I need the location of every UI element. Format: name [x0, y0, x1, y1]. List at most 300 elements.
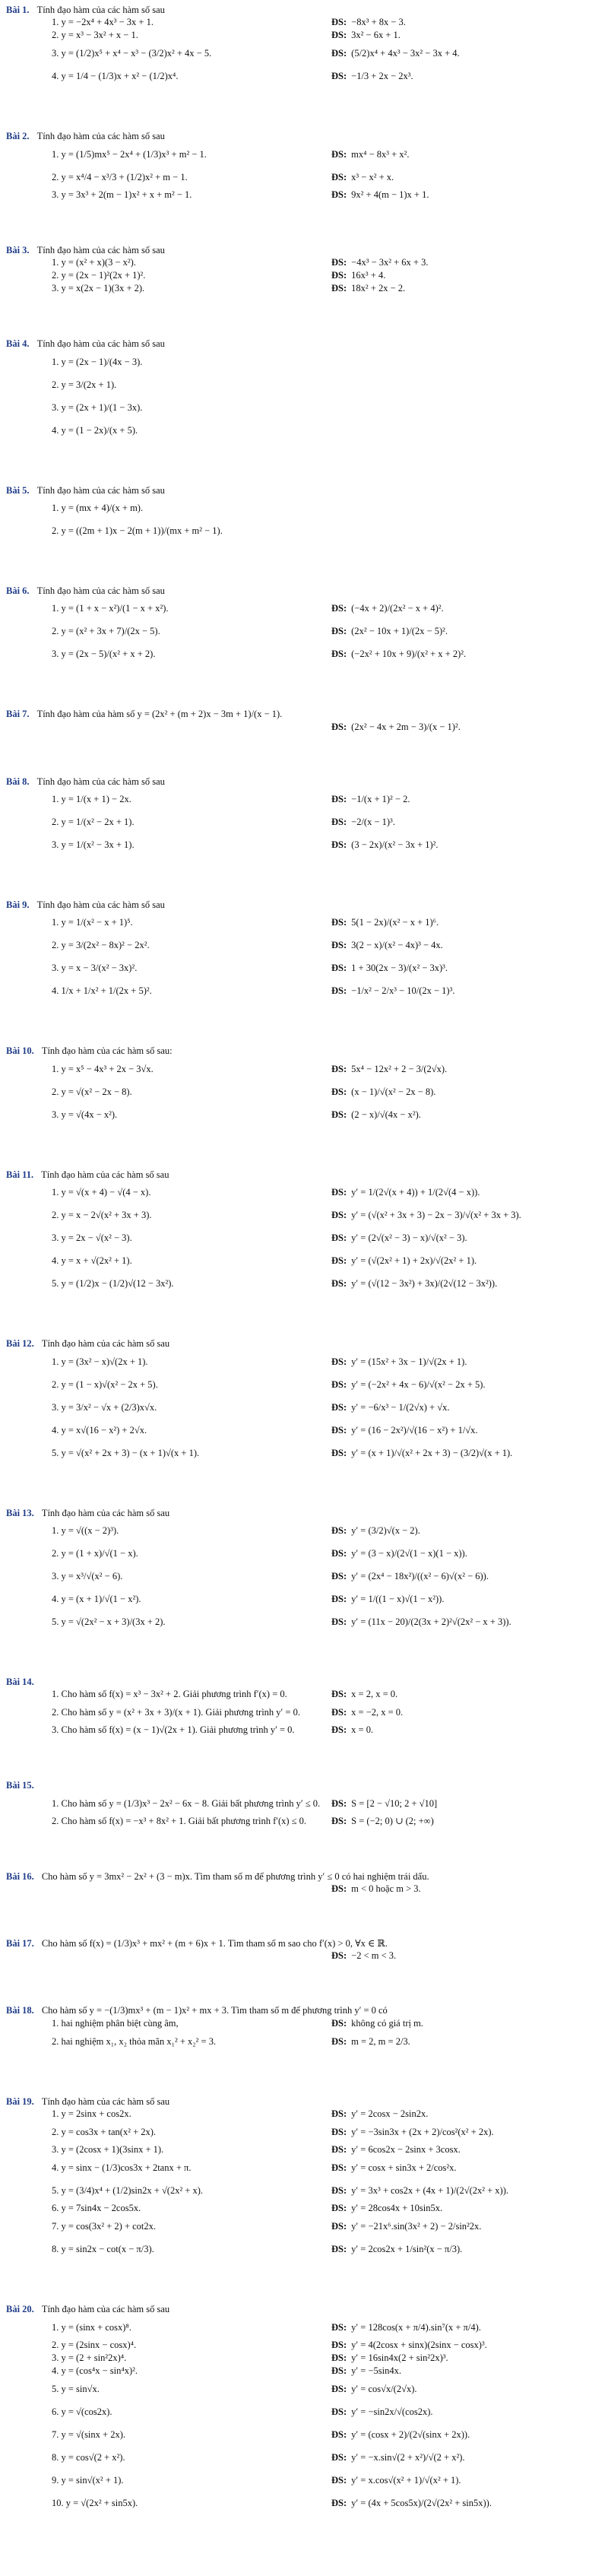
exercise-heading [6, 1338, 602, 1349]
exercise-title: Tính đạo hàm của các hàm số sau [36, 776, 165, 787]
exercise-item [6, 1204, 602, 1227]
answer-prefix: ĐS: [331, 985, 347, 997]
answer-value: 3x² − 6x + 1. [351, 30, 401, 41]
answer-value: y′ = (16 − 2x²)/√(16 − x²) + 1/√x. [351, 1424, 478, 1436]
answer [331, 17, 406, 27]
item-expression: 1. y = (1/5)mx⁵ − 2x⁴ + (1/3)x³ + m² − 1. [52, 148, 207, 160]
answer-prefix: ĐS: [331, 1447, 347, 1458]
answer-value: 3(2 − x)/(x² − 4x)³ − 4x. [351, 940, 443, 951]
answer-value: y′ = (cosx + 2)/(2√(sinx + 2x)). [351, 2428, 470, 2440]
answer [331, 30, 401, 40]
exercise-item [6, 2352, 602, 2365]
answer-prefix: ĐS: [331, 1356, 347, 1367]
exercise-item [6, 1793, 602, 1816]
answer-value: m < 0 hoặc m > 3. [351, 1883, 421, 1894]
exercise-block [6, 1169, 602, 1296]
exercise-answer-row [6, 722, 602, 734]
answer-value: y′ = (√(2x² + 1) + 2x)/√(2x² + 1). [351, 1255, 477, 1267]
exercise-item [6, 2216, 602, 2238]
exercise-label: Bài 17. [6, 1938, 34, 1949]
answer [331, 1087, 435, 1097]
answer-prefix: ĐS: [331, 2352, 347, 2363]
exercise-item [6, 2180, 602, 2203]
item-expression: 4. y = sinx − (1/3)cos3x + 2tanx + π. [52, 2162, 192, 2174]
exercise-block [6, 1677, 602, 1737]
exercise-item [6, 1689, 602, 1702]
exercise-heading [6, 1938, 602, 1949]
item-expression: 3. y = 3x³ + 2(m − 1)x² + x + m² − 1. [52, 189, 192, 200]
answer [331, 2406, 433, 2417]
item-expression: 3. Cho hàm số f(x) = (x − 1)√(2x + 1). Giải phương trình y′ = 0. [52, 1724, 295, 1736]
answer-value: (2 − x)/√(4x − x²). [351, 1109, 421, 1120]
exercise-block [6, 776, 602, 857]
item-expression: 1. y = (2x − 1)/(4x − 3). [52, 356, 143, 367]
answer [331, 1548, 467, 1559]
exercise-item [6, 834, 602, 857]
answer-prefix: ĐS: [331, 2162, 347, 2174]
exercise-title: Cho hàm số y = −(1/3)mx³ + (m − 1)x² + mx + 3. Tìm tham số m để phương trình y′ = 0 có [41, 2005, 388, 2016]
answer [331, 1210, 521, 1220]
exercise-heading [6, 2096, 602, 2107]
answer-prefix: ĐS: [331, 1950, 347, 1962]
item-expression: 4. y = x + √(2x² + 1). [52, 1255, 132, 1267]
answer-prefix: ĐS: [331, 1570, 347, 1581]
answer [331, 172, 394, 182]
answer [331, 149, 409, 160]
exercise-label: Bài 14. [6, 1676, 34, 1687]
exercise-item [6, 1724, 602, 1737]
item-expression: 2. y = 3/(2x + 1). [52, 379, 117, 390]
item-expression: 2. y = (2x − 1)²(2x + 1)². [52, 270, 146, 281]
item-expression: 3. y = √(4x − x²). [52, 1109, 118, 1120]
exercise-block [6, 5, 602, 88]
exercise-item [6, 1588, 602, 1611]
item-expression: 3. y = (1/2)x⁵ + x⁴ − x³ − (3/2)x² + 4x − 5. [52, 48, 212, 59]
exercise-item [6, 1520, 602, 1543]
answer-value: 5(1 − 2x)/(x² − x + 1)⁶. [351, 917, 439, 928]
answer [331, 2340, 487, 2350]
exercise-item [6, 144, 602, 167]
exercise-label: Bài 11. [6, 1169, 34, 1180]
answer-prefix: ĐS: [331, 2108, 347, 2120]
answer-value: y′ = −3sin3x + (2x + 2)/cos²(x² + 2x). [351, 2127, 494, 2138]
exercise-item [6, 189, 602, 202]
answer [331, 1448, 512, 1458]
answer [331, 2429, 470, 2440]
item-expression: 1. y = 1/(x² − x + 1)⁵. [52, 917, 133, 928]
exercise-heading [6, 709, 602, 719]
exercise-heading [6, 1780, 602, 1791]
exercise-item [6, 2121, 602, 2144]
item-expression: 3. y = (2cosx + 1)(3sinx + 1). [52, 2144, 164, 2156]
answer [331, 2203, 442, 2213]
answer [331, 2036, 410, 2047]
answer-value: y′ = cos√x/(2√x). [351, 2383, 417, 2394]
answer [331, 2244, 462, 2254]
answer-value: mx⁴ − 8x³ + x². [351, 148, 410, 160]
exercise-block [6, 245, 602, 296]
exercise-block [6, 709, 602, 733]
exercise-item [6, 2365, 602, 2378]
exercise-item [6, 643, 602, 666]
answer [331, 1109, 421, 1120]
answer-value: x = 0. [351, 1724, 374, 1736]
exercise-heading [6, 1169, 602, 1180]
answer [331, 649, 466, 659]
answer [331, 1356, 467, 1367]
answer-prefix: ĐS: [331, 1187, 347, 1198]
item-expression: 3. y = (2x + 1)/(1 − 3x). [52, 401, 143, 413]
item-expression: 3. y = 3/x² − √x + (2/3)x√x. [52, 1401, 157, 1413]
exercise-label: Bài 1. [6, 5, 30, 15]
answer-prefix: ĐS: [331, 626, 347, 637]
exercise-item [6, 2108, 602, 2121]
answer-prefix: ĐS: [331, 270, 347, 281]
exercise-block [6, 2005, 602, 2053]
exercise-item [6, 2031, 602, 2054]
exercise-item [6, 2203, 602, 2216]
answer-value: y′ = 128cos(x + π/4).sin⁷(x + π/4). [351, 2321, 481, 2333]
answer-value: 9x² + 4(m − 1)x + 1. [351, 189, 429, 200]
item-expression: 1. y = (x² + x)(3 − x²). [52, 257, 136, 268]
answer-prefix: ĐS: [331, 1524, 347, 1536]
answer-value: y′ = −6/x³ − 1/(2√x) + √x. [351, 1401, 450, 1413]
answer-prefix: ĐS: [331, 721, 347, 732]
answer-value: y′ = (−2x² + 4x − 6)/√(x² − 2x + 5). [351, 1378, 486, 1390]
exercise-item [6, 1104, 602, 1127]
exercise-label: Bài 18. [6, 2005, 34, 2016]
exercise-label: Bài 13. [6, 1507, 34, 1518]
answer [331, 1278, 497, 1289]
item-expression: 2. y = ((2m + 1)x − 2(m + 1))/(mx + m² − 1). [52, 525, 223, 536]
answer-prefix: ĐS: [331, 1278, 347, 1290]
item-expression: 5. y = (1/2)x − (1/2)√(12 − 3x²). [52, 1278, 174, 1290]
exercise-title: Tính đạo hàm của các hàm số sau [36, 5, 165, 15]
answer-prefix: ĐS: [331, 2428, 347, 2440]
exercise-label: Bài 3. [6, 244, 30, 255]
answer [331, 257, 428, 268]
answer-value: y′ = 4(2cosx + sinx)(2sinx − cosx)³. [351, 2339, 487, 2350]
exercise-block [6, 1338, 602, 1464]
answer-value: y′ = (15x² + 3x − 1)/√(2x + 1). [351, 1356, 467, 1367]
answer-value: y′ = (2√(x² − 3) − x)/√(x² − 3). [351, 1232, 467, 1244]
answer-prefix: ĐS: [331, 189, 347, 200]
answer [331, 283, 405, 293]
exercise-item [6, 811, 602, 834]
exercise-item [6, 912, 602, 934]
exercise-item [6, 1566, 602, 1588]
answer [331, 2185, 508, 2196]
answer-value: (5/2)x⁴ + 4x³ − 3x² − 3x + 4. [351, 48, 460, 59]
answer-prefix: ĐS: [331, 2451, 347, 2463]
answer-value: (2x² − 10x + 1)/(2x − 5)². [351, 626, 448, 637]
answer-value: 1 + 30(2x − 3)/(x² − 3x)³. [351, 963, 448, 974]
exercise-heading [6, 585, 602, 596]
exercise-item [6, 270, 602, 283]
answer-prefix: ĐS: [331, 1210, 347, 1221]
answer-prefix: ĐS: [331, 257, 347, 268]
answer [331, 1571, 489, 1581]
exercise-answer-row [6, 1883, 602, 1896]
item-expression: 10. y = √(2x² + sin5x). [52, 2497, 138, 2508]
answer-value: y′ = x.cos√(x² + 1)/√(x² + 1). [351, 2474, 461, 2486]
item-expression: 2. y = x − 2√(x² + 3x + 3). [52, 1210, 152, 1221]
answer-prefix: ĐS: [331, 1232, 347, 1244]
item-expression: 8. y = sin2x − cot(x − π/3). [52, 2244, 154, 2255]
answer [331, 2162, 457, 2173]
answer-prefix: ĐS: [331, 2383, 347, 2394]
answer-prefix: ĐS: [331, 148, 347, 160]
answer [331, 1525, 420, 1536]
exercise-item [6, 397, 602, 420]
item-expression: 4. y = (1 − 2x)/(x + 5). [52, 424, 138, 436]
answer [331, 2452, 465, 2463]
item-expression: 8. y = cos√(2 + x²). [52, 2451, 125, 2463]
answer [331, 2108, 428, 2119]
exercise-heading [6, 2005, 602, 2016]
exercise-item [6, 2144, 602, 2157]
exercise-label: Bài 20. [6, 2304, 34, 2315]
answer-value: y′ = 2cos2x + 1/sin²(x − π/3). [351, 2244, 463, 2255]
item-expression: 3. y = x(2x − 1)(3x + 2). [52, 283, 145, 294]
exercise-item [6, 351, 602, 374]
answer-prefix: ĐS: [331, 2321, 347, 2333]
exercise-block [6, 131, 602, 201]
item-expression: 5. y = √(x² + 2x + 3) − (x + 1)√(x + 1). [52, 1447, 200, 1458]
answer-value: y′ = −x.sin√(2 + x²)/√(2 + x²). [351, 2451, 465, 2463]
item-expression: 1. y = √(x + 4) − √(4 − x). [52, 1187, 151, 1198]
answer-prefix: ĐS: [331, 1883, 347, 1894]
exercise-heading [6, 5, 602, 15]
item-expression: 6. y = √(cos2x). [52, 2406, 112, 2417]
item-expression: 2. hai nghiệm x₁, x₂ thỏa mãn x₁² + x₂² = 3. [52, 2035, 217, 2047]
item-expression: 1. y = (sinx + cosx)⁸. [52, 2321, 131, 2333]
answer-prefix: ĐS: [331, 1616, 347, 1627]
exercise-item [6, 1081, 602, 1104]
answer-prefix: ĐS: [331, 2144, 347, 2156]
answer [331, 817, 395, 827]
answer-prefix: ĐS: [331, 2339, 347, 2350]
item-expression: 1. y = (mx + 4)/(x + m). [52, 502, 144, 513]
answer-prefix: ĐS: [331, 1424, 347, 1436]
item-expression: 6. y = 7sin4x − 2cos5x. [52, 2203, 141, 2214]
answer-prefix: ĐS: [331, 1593, 347, 1604]
exercise-item [6, 1227, 602, 1250]
exercise-item [6, 167, 602, 189]
answer [331, 1689, 397, 1699]
answer-value: −1/3 + 2x − 2x³. [351, 71, 413, 82]
exercise-title: Tính đạo hàm của các hàm số sau [41, 1338, 170, 1350]
item-expression: 5. y = sin√x. [52, 2383, 100, 2394]
item-expression: 4. y = (x + 1)/√(1 − x²). [52, 1593, 141, 1604]
answer [331, 2384, 417, 2394]
exercise-title: Tính đạo hàm của các hàm số sau [36, 899, 165, 910]
exercise-item [6, 520, 602, 543]
answer-value: y′ = (x + 1)/√(x² + 2x + 3) − (3/2)√(x + 1). [351, 1447, 513, 1458]
exercise-block [6, 585, 602, 666]
answer-value: y′ = 1/((1 − x)√(1 − x²)). [351, 1593, 445, 1604]
answer-value: y′ = −sin2x/√(cos2x). [351, 2406, 433, 2417]
answer-value: 5x⁴ − 12x² + 2 − 3/(2√x). [351, 1063, 448, 1074]
answer-prefix: ĐS: [331, 1797, 347, 1809]
answer [331, 722, 461, 732]
item-expression: 7. y = cos(3x² + 2) + cot2x. [52, 2221, 157, 2232]
answer [331, 2352, 448, 2363]
exercise-item [6, 1420, 602, 1442]
exercise-label: Bài 10. [6, 1045, 34, 1057]
item-expression: 2. y = 1/(x² − 2x + 1). [52, 817, 135, 827]
exercise-title: Cho hàm số f(x) = (1/3)x³ + mx² + (m + 6)x + 1. Tìm tham số m sao cho f′(x) > 0, ∀x ∈ ℝ. [41, 1938, 388, 1949]
exercise-item [6, 1351, 602, 1374]
answer-value: x³ − x² + x. [351, 171, 394, 182]
answer-prefix: ĐS: [331, 2017, 347, 2029]
answer [331, 940, 443, 950]
answer-prefix: ĐS: [331, 963, 347, 974]
exercise-item [6, 374, 602, 397]
exercise-item [6, 934, 602, 957]
exercise-label: Bài 12. [6, 1338, 34, 1350]
exercise-item [6, 30, 602, 43]
exercise-item [6, 957, 602, 980]
exercise-title: Tính đạo hàm của các hàm số sau [41, 2095, 170, 2107]
item-expression: 2. y = 3/(2x² − 8x)² − 2x². [52, 940, 150, 951]
answer [331, 1255, 477, 1266]
exercise-title: Tính đạo hàm của các hàm số sau: [41, 1045, 173, 1057]
exercise-title: Tính đạo hàm của các hàm số sau [36, 244, 165, 255]
answer-value: 18x² + 2x − 2. [351, 283, 406, 294]
answer [331, 1402, 449, 1413]
answer-prefix: ĐS: [331, 171, 347, 182]
answer-value: −1/(x + 1)² − 2. [351, 794, 410, 804]
answer-prefix: ĐS: [331, 1109, 347, 1120]
answer-prefix: ĐS: [331, 2497, 347, 2508]
exercise-label: Bài 15. [6, 1780, 34, 1791]
answer-value: y′ = 28cos4x + 10sin5x. [351, 2203, 443, 2214]
exercise-item [6, 1611, 602, 1634]
answer-prefix: ĐS: [331, 1707, 347, 1718]
exercise-label: Bài 5. [6, 484, 30, 496]
answer-value: y′ = (3/2)√(x − 2). [351, 1524, 420, 1536]
exercise-item [6, 2378, 602, 2401]
item-expression: 3. y = (2 + sin²2x)⁴. [52, 2352, 127, 2363]
answer-prefix: ĐS: [331, 917, 347, 928]
exercise-title: Tính đạo hàm của hàm số y = (2x² + (m + 2)x − 3m + 1)/(x − 1). [36, 709, 283, 720]
answer [331, 963, 448, 973]
item-expression: 1. y = 2sinx + cos2x. [52, 2108, 131, 2120]
answer-value: y′ = 2cosx − 2sin2x. [351, 2108, 429, 2120]
exercise-title: Cho hàm số y = 3mx² − 2x² + (3 − m)x. Tìm tham số m để phương trình y′ ≤ 0 có hai nghiệm trái dấu. [41, 1870, 429, 1882]
exercise-item [6, 1442, 602, 1465]
exercise-item [6, 980, 602, 1003]
item-expression: 3. y = 1/(x² − 3x + 1). [52, 839, 135, 850]
item-expression: 2. y = (2sinx − cosx)⁴. [52, 2339, 137, 2350]
exercise-sheet [6, 5, 602, 2558]
exercise-label: Bài 6. [6, 585, 30, 596]
answer [331, 2144, 461, 2155]
answer [331, 1724, 373, 1735]
answer-value: 16x³ + 4. [351, 270, 386, 281]
exercise-item [6, 257, 602, 270]
item-expression: 3. y = 2x − √(x² − 3). [52, 1232, 132, 1244]
exercise-item [6, 1543, 602, 1566]
answer-value: (−2x² + 10x + 9)/(x² + x + 2)². [351, 649, 467, 660]
exercise-heading [6, 1871, 602, 1882]
item-expression: 2. Cho hàm số f(x) = −x³ + 8x² + 1. Giải bất phương trình f′(x) ≤ 0. [52, 1815, 307, 1826]
item-expression: 1. y = (3x² − x)√(2x + 1). [52, 1356, 148, 1367]
exercise-label: Bài 2. [6, 131, 30, 142]
answer [331, 1816, 434, 1826]
answer [331, 2475, 461, 2486]
item-expression: 1. y = 1/(x + 1) − 2x. [52, 794, 131, 804]
exercise-label: Bài 19. [6, 2095, 34, 2107]
exercise-block [6, 2304, 602, 2514]
answer-prefix: ĐS: [331, 1401, 347, 1413]
exercise-block [6, 485, 602, 543]
answer-prefix: ĐS: [331, 2244, 347, 2255]
answer-prefix: ĐS: [331, 1689, 347, 1700]
answer-prefix: ĐS: [331, 2365, 347, 2376]
answer-value: (x − 1)/√(x² − 2x − 8). [351, 1086, 436, 1097]
answer-prefix: ĐS: [331, 2221, 347, 2232]
answer [331, 48, 460, 59]
answer-prefix: ĐS: [331, 283, 347, 294]
exercise-item [6, 2157, 602, 2180]
item-expression: 3. y = (2x − 5)/(x² + x + 2). [52, 649, 156, 660]
exercise-item [6, 2317, 602, 2340]
item-expression: 2. y = (1 + x)/√(1 − x). [52, 1547, 138, 1559]
answer [331, 603, 444, 614]
answer-value: S = [2 − √10; 2 + √10] [351, 1797, 438, 1809]
answer [331, 626, 448, 636]
exercise-heading [6, 338, 602, 349]
exercise-item [6, 2340, 602, 2352]
answer-prefix: ĐS: [331, 2203, 347, 2214]
answer [331, 1883, 421, 1894]
answer-prefix: ĐS: [331, 1255, 347, 1267]
exercise-title: Tính đạo hàm của các hàm số sau [41, 2304, 170, 2315]
item-expression: 1. Cho hàm số y = (1/3)x³ − 2x² − 6x − 8. Giải bất phương trình y′ ≤ 0. [52, 1797, 321, 1809]
exercise-item [6, 620, 602, 643]
answer-value: y′ = (√(12 − 3x²) + 3x)/(2√(12 − 3x²)). [351, 1278, 498, 1290]
item-expression: 2. y = (x² + 3x + 7)/(2x − 5). [52, 626, 160, 637]
answer [331, 794, 410, 804]
answer-value: y′ = −5sin4x. [351, 2365, 401, 2376]
answer-value: (−4x + 2)/(2x² − x + 4)². [351, 603, 444, 614]
answer [331, 2018, 423, 2029]
answer [331, 2365, 401, 2376]
answer-value: y′ = (11x − 20)/(2(3x + 2)²√(2x² − x + 3)). [351, 1616, 511, 1627]
answer-value: y′ = (3 − x)/(2√(1 − x)(1 − x)). [351, 1547, 467, 1559]
answer [331, 1064, 447, 1074]
item-expression: 2. y = x³ − 3x² + x − 1. [52, 30, 138, 41]
answer-value: −2/(x − 1)³. [351, 817, 395, 827]
exercise-item [6, 2447, 602, 2470]
exercise-heading [6, 2304, 602, 2314]
item-expression: 1. hai nghiệm phân biệt cùng âm, [52, 2017, 179, 2029]
answer-value: x = −2, x = 0. [351, 1707, 404, 1718]
answer-value: y′ = −21x⁶.sin(3x² + 2) − 2/sin²2x. [351, 2221, 482, 2232]
exercise-item [6, 1058, 602, 1081]
exercise-heading [6, 245, 602, 255]
item-expression: 1. y = (1 + x − x²)/(1 − x + x²). [52, 603, 169, 614]
item-expression: 1. y = x⁵ − 4x³ + 2x − 3√x. [52, 1063, 154, 1074]
answer-prefix: ĐS: [331, 839, 347, 850]
item-expression: 7. y = √(sinx + 2x). [52, 2428, 125, 2440]
exercise-item [6, 283, 602, 296]
answer-value: y′ = (4x + 5cos5x)/(2√(2x² + sin5x)). [351, 2497, 492, 2508]
exercise-item [6, 598, 602, 620]
exercise-title: Tính đạo hàm của các hàm số sau [36, 338, 165, 350]
